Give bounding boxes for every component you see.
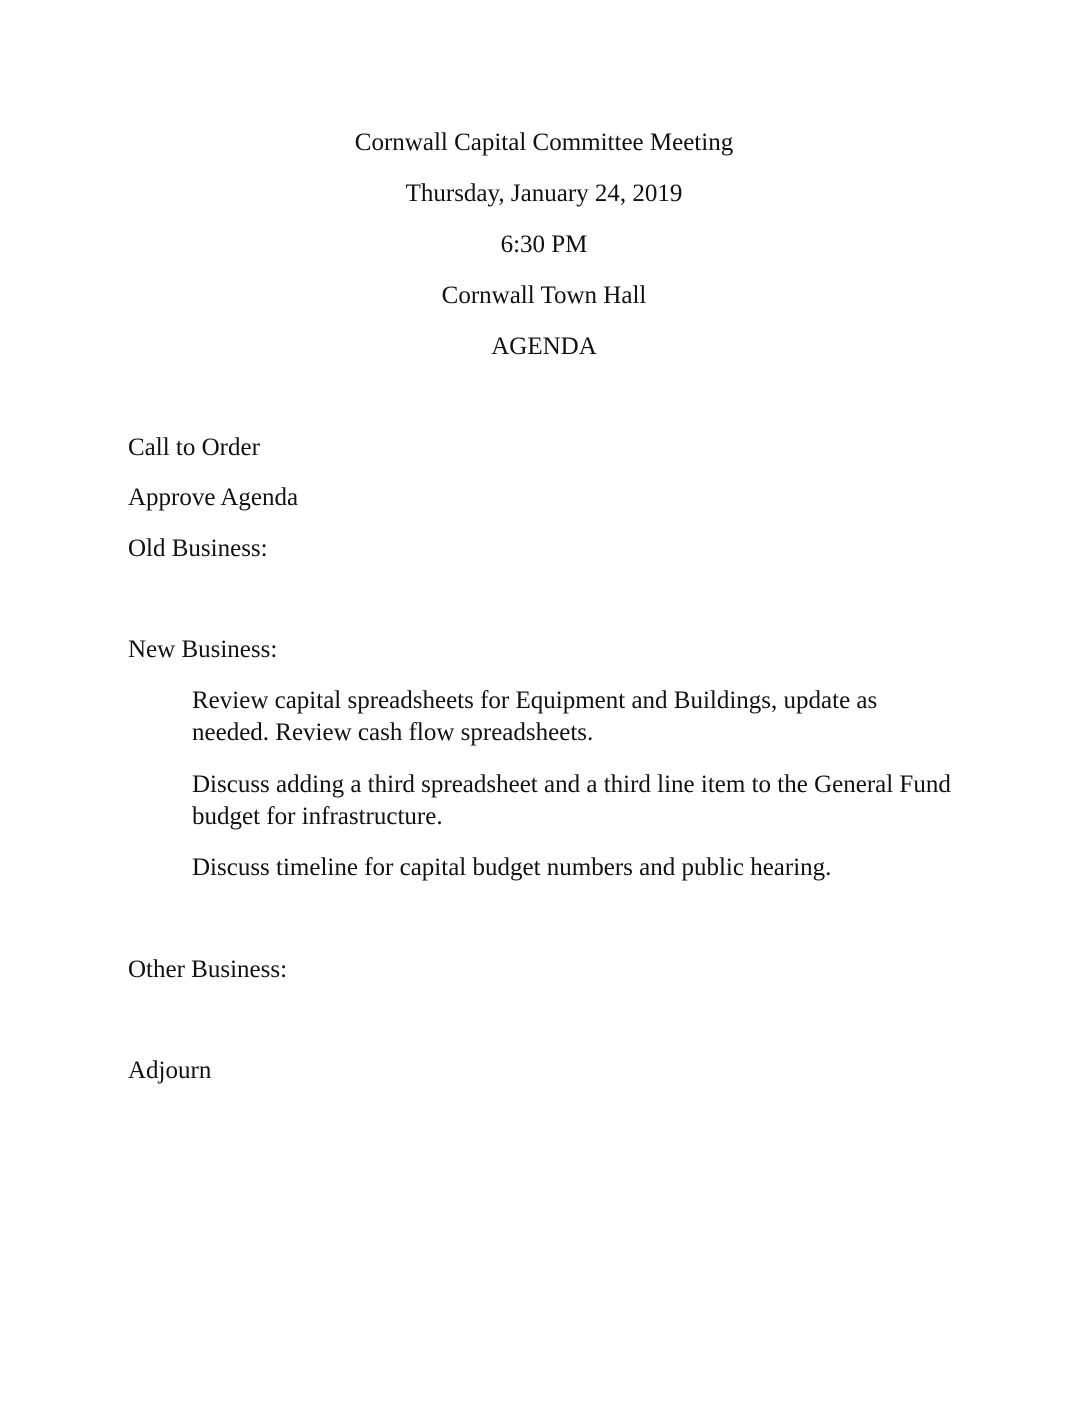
new-business-item-1-line-1: Review capital spreadsheets for Equipment and Buildings, update as	[192, 687, 878, 714]
agenda-item-adjourn: Adjourn	[128, 1057, 212, 1084]
meeting-time: 6:30 PM	[500, 231, 588, 258]
new-business-item-2	[192, 769, 972, 833]
agenda-item-other-business: Other Business:	[128, 956, 288, 983]
agenda-item-old-business: Old Business:	[128, 535, 268, 562]
new-business-item-1	[192, 685, 972, 749]
new-business-item-3	[192, 852, 972, 884]
new-business-item-3-line-1: Discuss timeline for capital budget numbers and public hearing.	[192, 854, 832, 881]
agenda-item-approve-agenda: Approve Agenda	[128, 484, 299, 511]
agenda-item-new-business: New Business:	[128, 636, 278, 663]
meeting-location: Cornwall Town Hall	[441, 282, 647, 309]
new-business-item-2-line-1: Discuss adding a third spreadsheet and a third line item to the General Fund	[192, 771, 951, 798]
meeting-date: Thursday, January 24, 2019	[405, 180, 683, 207]
agenda-item-call-to-order: Call to Order	[128, 434, 260, 461]
new-business-item-1-line-2: needed. Review cash flow spreadsheets.	[192, 719, 594, 746]
new-business-item-2-line-2: budget for infrastructure.	[192, 803, 443, 830]
meeting-title: Cornwall Capital Committee Meeting	[354, 129, 734, 156]
agenda-heading: AGENDA	[491, 333, 597, 360]
